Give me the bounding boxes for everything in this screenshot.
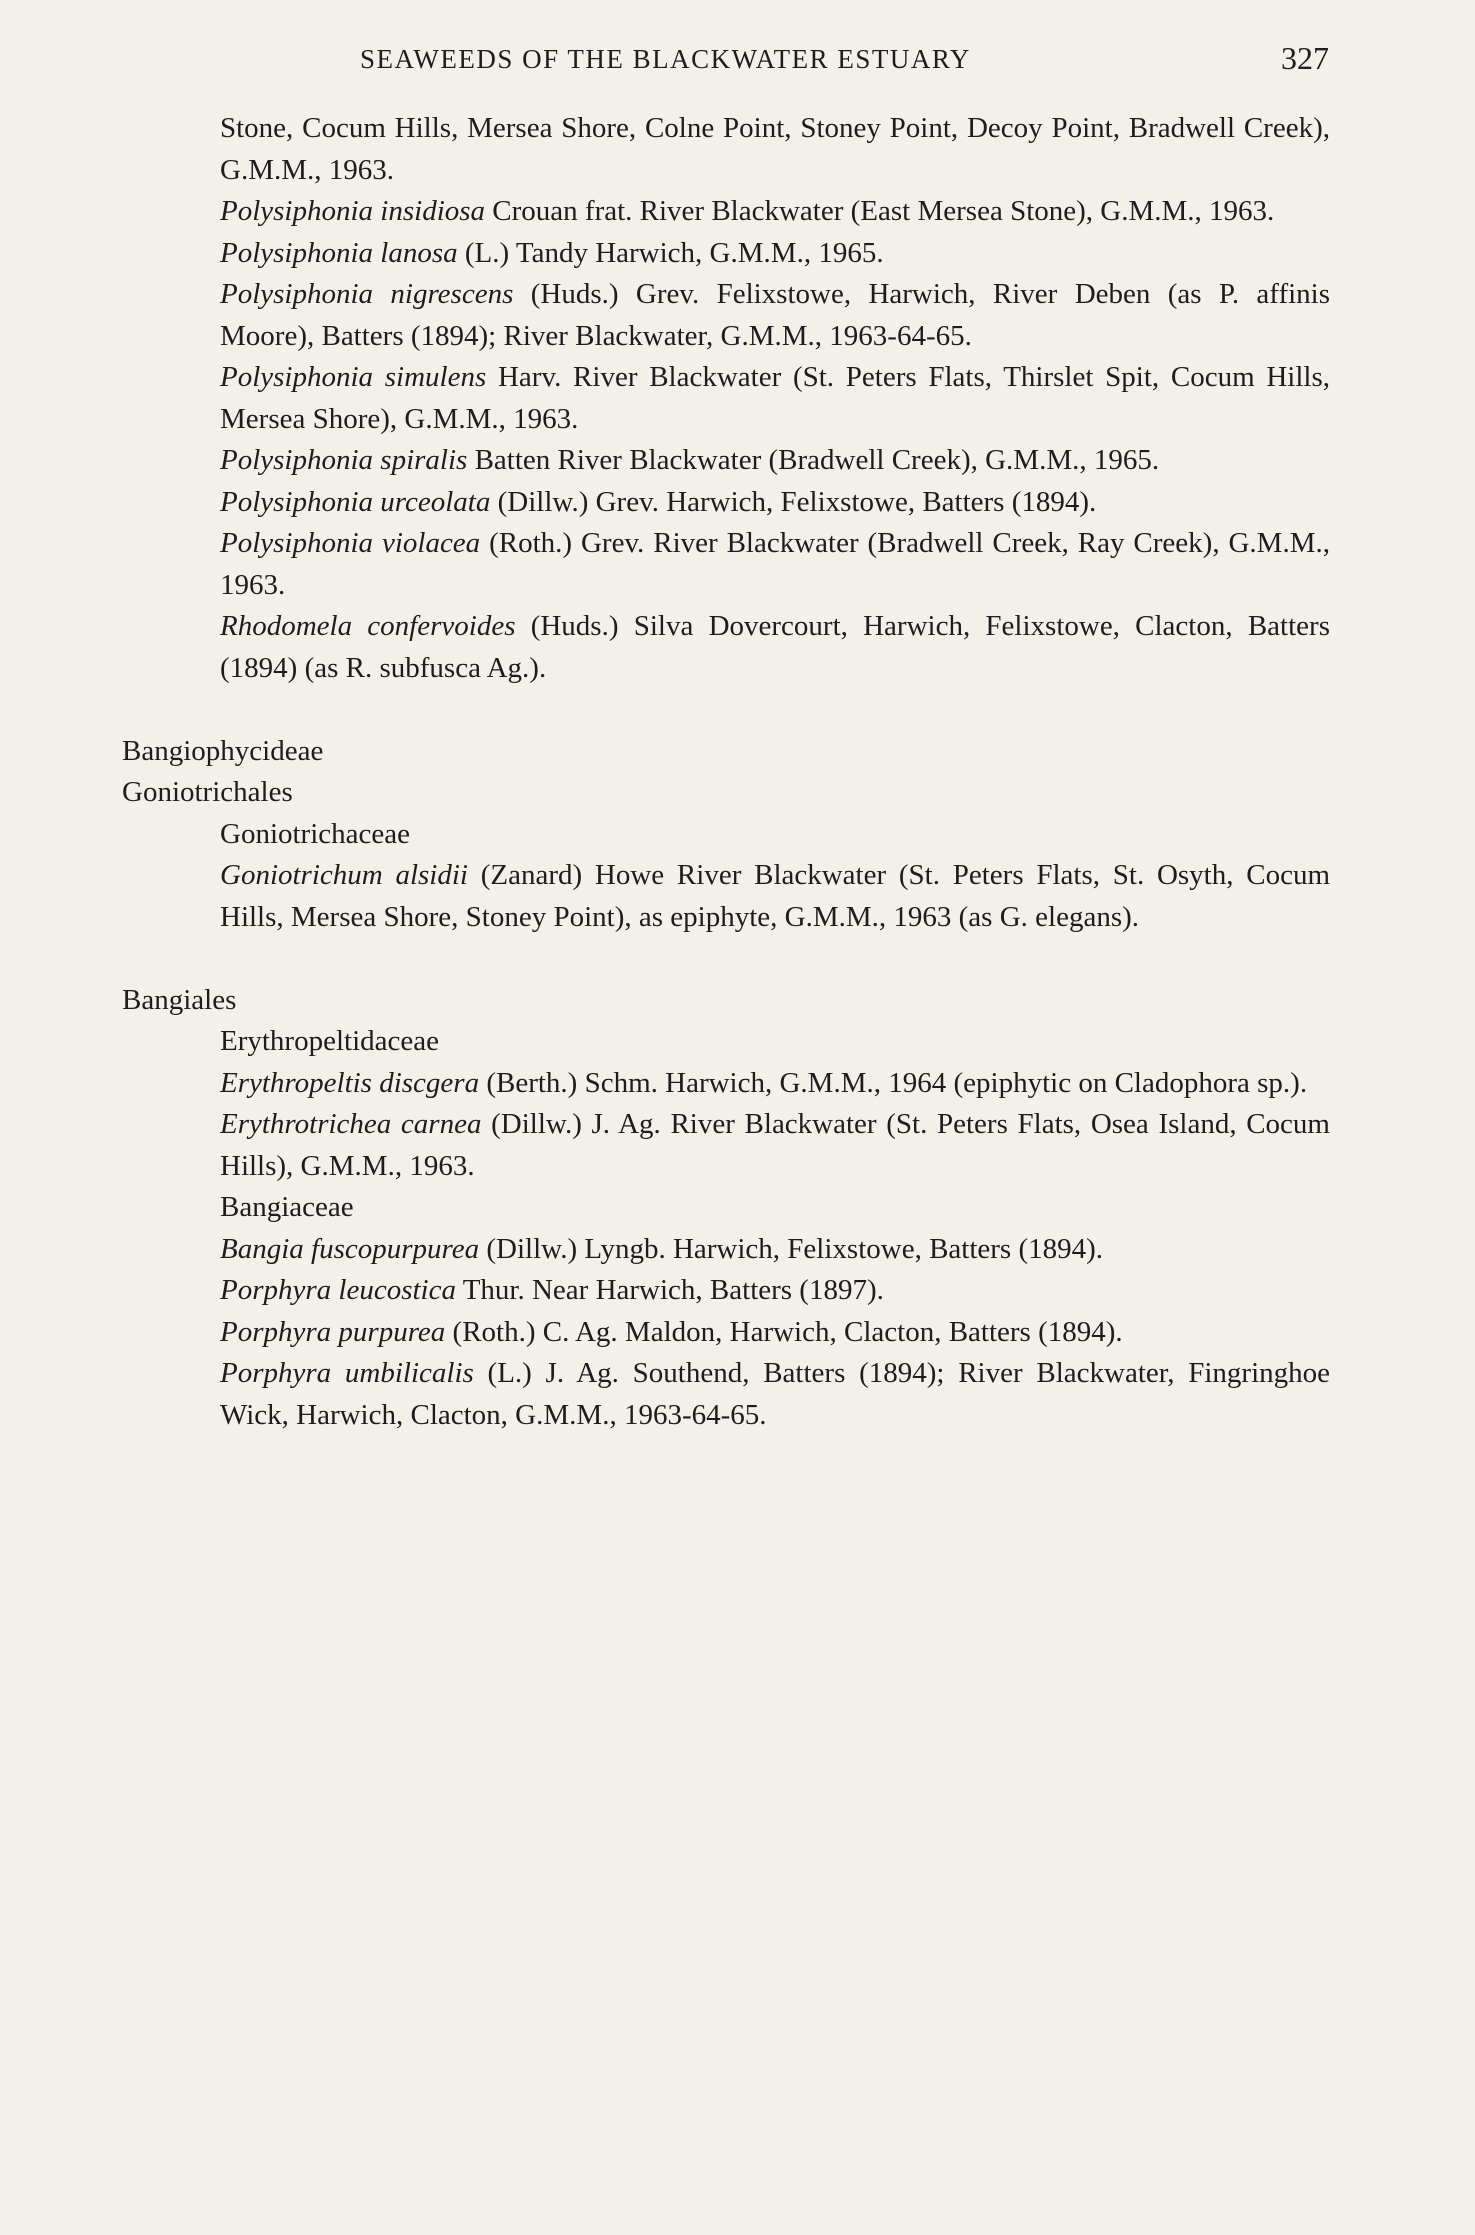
species-entry xyxy=(118,233,1330,275)
taxon-name: Erythrotrichea carnea xyxy=(220,1108,482,1140)
family-heading: Bangiaceae xyxy=(220,1191,354,1223)
family-heading: Erythropeltidaceae xyxy=(220,1025,439,1057)
record-text: (Dillw.) Lyngb. Harwich, Felixstowe, Batters (1894). xyxy=(479,1232,1104,1265)
species-entry xyxy=(118,1104,1330,1187)
taxon-name: Erythropeltis discgera xyxy=(220,1066,480,1099)
order-heading: Goniotrichales xyxy=(122,776,293,808)
record-text: (Dillw.) J. Ag. River Blackwater (St. Peters Flats, Osea Island, Cocum Hills), G.M.M., 1963. xyxy=(220,1108,1330,1182)
taxon-name: Polysiphonia spiralis xyxy=(220,444,468,476)
species-entry xyxy=(118,482,1330,524)
taxon-name: Bangia fuscopurpurea xyxy=(220,1232,480,1265)
record-text: Thur. Near Harwich, Batters (1897). xyxy=(455,1274,884,1306)
species-entry xyxy=(118,357,1330,440)
taxon-name: Goniotrichum alsidii xyxy=(220,859,468,891)
species-entry xyxy=(118,1312,1330,1354)
taxon-name: Porphyra leucostica xyxy=(220,1274,456,1306)
species-entry xyxy=(118,191,1330,233)
section-gap xyxy=(118,689,1330,731)
species-entry xyxy=(118,108,1330,191)
order-heading: Bangiales xyxy=(122,983,237,1016)
record-text: (Dillw.) Grev. Harwich, Felixstowe, Batters (1894). xyxy=(490,485,1097,518)
page-number: 327 xyxy=(1281,40,1329,76)
record-text: (Roth.) Grev. River Blackwater (Bradwell Creek, Ray Creek), G.M.M., 1963. xyxy=(220,527,1330,601)
record-text: (Roth.) C. Ag. Maldon, Harwich, Clacton, Batters (1894). xyxy=(445,1315,1123,1348)
record-text: Batten River Blackwater (Bradwell Creek), G.M.M., 1965. xyxy=(467,444,1160,476)
record-text: (L.) Tandy Harwich, G.M.M., 1965. xyxy=(457,236,884,269)
taxon-name: Polysiphonia simulens xyxy=(220,361,487,393)
taxon-name: Polysiphonia nigrescens xyxy=(220,278,514,310)
species-entry xyxy=(118,606,1330,689)
species-entry xyxy=(118,523,1330,606)
page-header xyxy=(0,40,1475,84)
taxon-name: Polysiphonia urceolata xyxy=(220,485,491,518)
species-entry xyxy=(118,1229,1330,1271)
species-list xyxy=(118,108,1330,1436)
record-text: Harv. River Blackwater (St. Peters Flats, Thirslet Spit, Cocum Hills, Mersea Shore), G.M.M., 1963. xyxy=(220,361,1330,435)
running-title: SEAWEEDS OF THE BLACKWATER ESTUARY xyxy=(360,44,971,74)
species-entry xyxy=(118,855,1330,938)
record-text: (Huds.) Silva Dovercourt, Harwich, Felixstowe, Clacton, Batters (1894) (as R. subfusca Ag.). xyxy=(220,610,1330,684)
record-text: Stone, Cocum Hills, Mersea Shore, Colne Point, Stoney Point, Decoy Point, Bradwell Creek), G.M.M., 1963. xyxy=(220,112,1330,186)
taxon-name: Porphyra umbilicalis xyxy=(220,1357,474,1389)
record-text: (L.) J. Ag. Southend, Batters (1894); River Blackwater, Fingringhoe Wick, Harwich, Clacton, G.M.M., 1963-64-65. xyxy=(220,1357,1331,1431)
species-entry xyxy=(118,440,1330,482)
taxon-name: Porphyra purpurea xyxy=(220,1315,446,1348)
record-text: (Zanard) Howe River Blackwater (St. Peters Flats, St. Osyth, Cocum Hills, Mersea Shore, Stoney Point), as epiphyte, G.M.M., 1963 (as G. elegans). xyxy=(220,859,1330,933)
taxon-name: Polysiphonia lanosa xyxy=(220,236,458,269)
taxon-name: Polysiphonia insidiosa xyxy=(220,195,486,227)
section-gap xyxy=(118,938,1330,980)
species-entry xyxy=(118,1353,1330,1436)
species-entry xyxy=(118,274,1330,357)
class-heading: Bangiophycideae xyxy=(122,734,324,767)
record-text: (Berth.) Schm. Harwich, G.M.M., 1964 (epiphytic on Cladophora sp.). xyxy=(479,1066,1308,1099)
species-entry xyxy=(118,1063,1330,1105)
record-text: (Huds.) Grev. Felixstowe, Harwich, River Deben (as P. affinis Moore), Batters (1894); River Blackwater, G.M.M., 1963-64-65. xyxy=(220,278,1330,352)
species-entry xyxy=(118,1270,1330,1312)
taxon-name: Polysiphonia violacea xyxy=(220,527,481,559)
family-heading: Goniotrichaceae xyxy=(220,817,411,850)
record-text: Crouan frat. River Blackwater (East Mersea Stone), G.M.M., 1963. xyxy=(485,195,1275,227)
taxon-name: Rhodomela confervoides xyxy=(220,610,516,642)
